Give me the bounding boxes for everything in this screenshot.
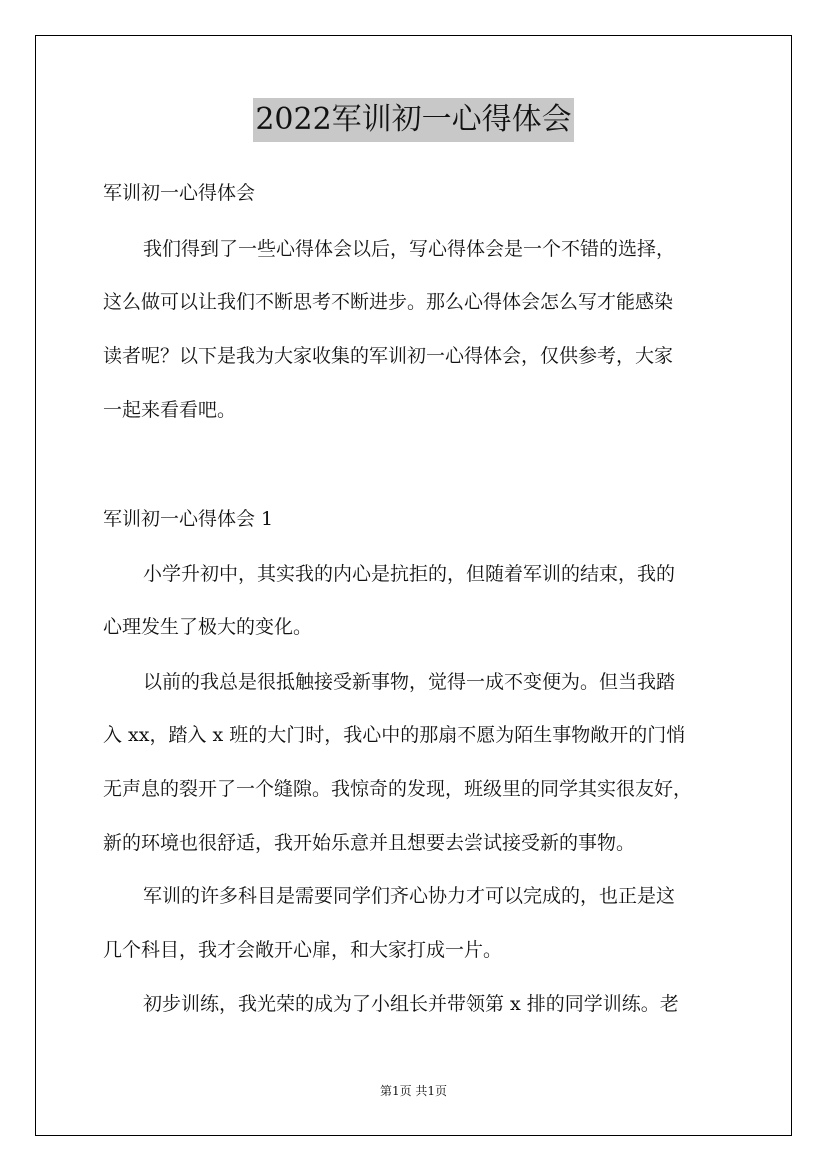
paragraph-line: 读者呢？以下是我为大家收集的军训初一心得体会，仅供参考，大家 [103, 345, 674, 367]
paragraph-line: 几个科目，我才会敞开心扉，和大家打成一片。 [103, 939, 503, 961]
document-title: 2022军训初一心得体会 [253, 98, 573, 142]
paragraph-line: 军训的许多科目是需要同学们齐心协力才可以完成的，也正是这 [143, 885, 676, 907]
paragraph-line: 新的环境也很舒适，我开始乐意并且想要去尝试接受新的事物。 [103, 832, 636, 854]
paragraph-line: 我们得到了一些心得体会以后，写心得体会是一个不错的选择， [143, 238, 676, 260]
page-number-footer: 第1页 共1页 [379, 1084, 448, 1098]
paragraph-line: 这么做可以让我们不断思考不断进步。那么心得体会怎么写才能感染 [103, 291, 674, 313]
title-container [0, 98, 827, 142]
paragraph-line: 无声息的裂开了一个缝隙。我惊奇的发现，班级里的同学其实很友好， [103, 778, 693, 800]
section-heading: 军训初一心得体会 [103, 182, 256, 204]
paragraph-line: 小学升初中，其实我的内心是抗拒的，但随着军训的结束，我的 [143, 563, 676, 585]
section-heading: 军训初一心得体会 1 [103, 508, 274, 530]
paragraph-line: 初步训练，我光荣的成为了小组长并带领第 x 排的同学训练。老 [143, 993, 679, 1015]
paragraph-line: 心理发生了极大的变化。 [103, 616, 313, 638]
paragraph-line: 一起来看看吧。 [103, 399, 237, 421]
paragraph-line: 以前的我总是很抵触接受新事物，觉得一成不变便为。但当我踏 [143, 671, 676, 693]
paragraph-line: 入 xx，踏入 x 班的大门时，我心中的那扇不愿为陌生事物敞开的门悄 [103, 724, 686, 746]
